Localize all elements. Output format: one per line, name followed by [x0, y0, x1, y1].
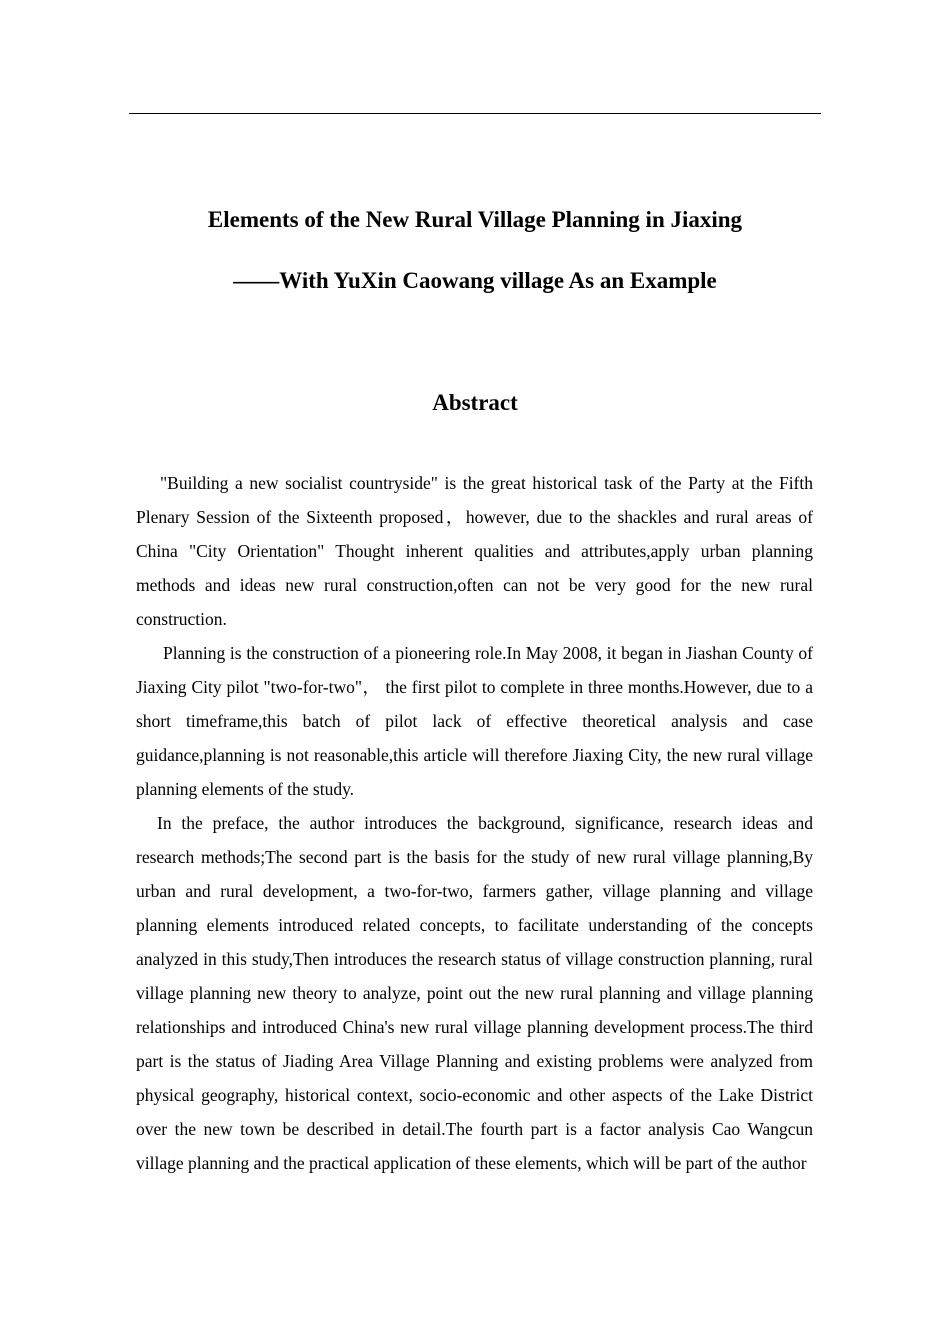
abstract-paragraph-2: Planning is the construction of a pioneering role.In May 2008, it began in Jiashan County of Jiaxing City pilot "two-for-two"， the first pilot to complete in three months.However, due to a short timeframe,this batch of pilot lack of effective theoretical analysis and case guidance,planning is not reasonable,this article will therefore Jiaxing City, the new rural village planning elements of the study. — [136, 643, 813, 799]
header-rule — [129, 113, 821, 114]
abstract-body — [136, 466, 813, 1180]
abstract-paragraph-1: "Building a new socialist countryside" is the great historical task of the Party at the Fifth Plenary Session of the Sixteenth proposed，however, due to the shackles and rural areas of China "City Orientation" Thought inherent qualities and attributes,apply urban planning methods and ideas new rural construction,often can not be very good for the new rural construction. — [136, 473, 813, 629]
document-title: Elements of the New Rural Village Planning in Jiaxing — [207, 207, 743, 232]
abstract-heading: Abstract — [432, 390, 518, 415]
document-subtitle: ——With YuXin Caowang village As an Example — [233, 268, 717, 293]
abstract-paragraph-3: In the preface, the author introduces the background, significance, research ideas and research methods;The second part is the basis for the study of new rural village planning,By urban and rural development, a two-for-two, farmers gather, village planning and village planning elements introduced related concepts, to facilitate understanding of the concepts analyzed in this study,Then introduces the research status of village construction planning, rural village planning new theory to analyze, point out the new rural planning and village planning relationships and introduced China's new rural village planning development process.The third part is the status of Jiading Area Village Planning and existing problems were analyzed from physical geography, historical context, socio-economic and other aspects of the Lake District over the new town be described in detail.The fourth part is a factor analysis Cao Wangcun village planning and the practical application of these elements, which will be part of the author — [136, 813, 813, 1173]
